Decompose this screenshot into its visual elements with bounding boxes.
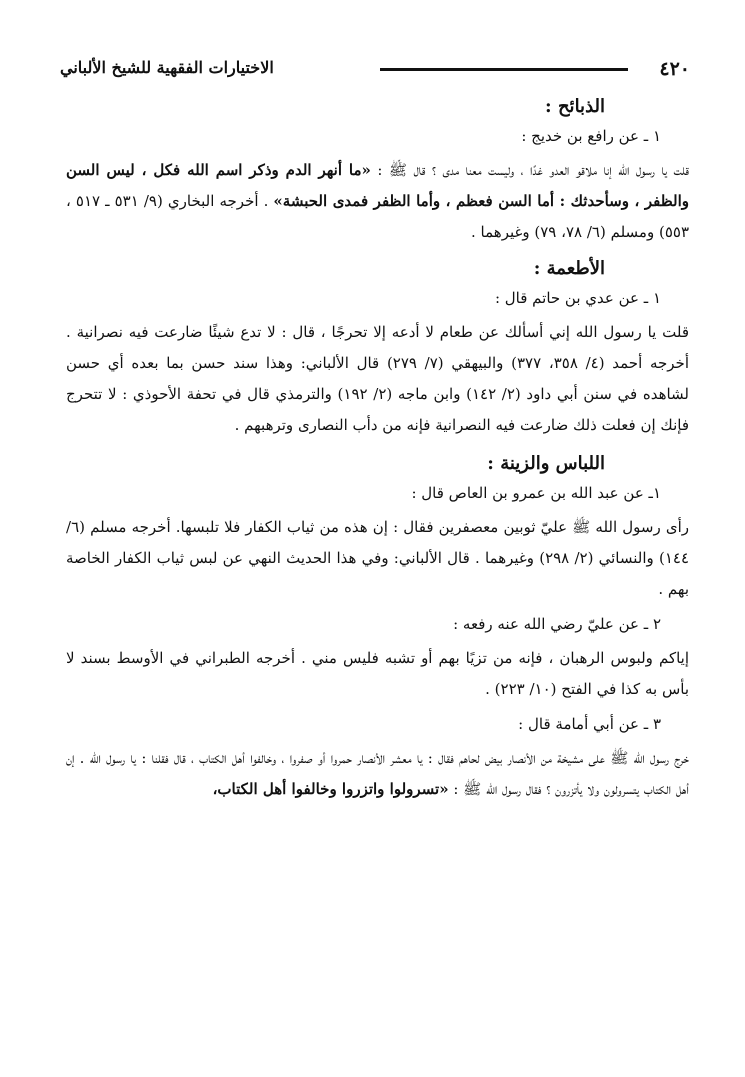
item-heading: ١ـ عن عبد الله بن عمرو بن العاص قال : xyxy=(411,484,661,502)
hadith-paragraph: قلت يا رسول الله إني أسألك عن طعام لا أدعه إلا تحرجًا ، قال : لا تدع شيئًا ضارعت فيه نصرانية . أخرجه أحمد (٤/ ٣٥٨، ٣٧٧) والبيهقي (٧/ ٢٧٩) قال الألباني: وهذا سند حسن بما بعده أي حسن لشاهده في سنن أبي داود (٢/ ١٤٢) وابن ماجه (٢/ ١٩٢) والترمذي قال في تحفة الأحوذي : لا تتحرج فإنك إن فعلت ذلك ضارعت فيه النصرانية فإنه من دأب النصارى وترهبهم . xyxy=(66,323,689,434)
hadith-text: قلت يا رسول الله إنا ملاقو العدو غدًا ، وليست معنا مدى ؟ قال ﷺ : xyxy=(370,161,689,179)
book-title: الاختيارات الفقهية للشيخ الألباني xyxy=(60,58,274,77)
hadith-text: خرج رسول الله ﷺ على مشيخة من الأنصار بيض لحاهم فقال : يا معشر الأنصار حمروا أو صفروا ، وخالفوا أهل الكتاب ، قال فقلنا : يا رسول الله . إن أهل الكتاب يتسرولون ولا يأتزرون ؟ فقال رسول الله ﷺ : xyxy=(66,749,689,798)
item-heading: ٢ ـ عن عليّ رضي الله عنه رفعه : xyxy=(453,615,661,633)
page-header xyxy=(60,56,690,86)
hadith-source: . أخرجه البخاري (٩/ ٥٣١ ـ ٥١٧ ، ٥٥٣) ومسلم (٦/ ٧٨، ٧٩) وغيرهما . xyxy=(66,192,689,241)
page-content xyxy=(66,92,689,813)
hadith-paragraph xyxy=(66,743,689,805)
section-title-clothing: اللباس والزينة : xyxy=(487,453,605,474)
item-heading: ٣ ـ عن أبي أمامة قال : xyxy=(518,715,661,733)
hadith-paragraph: إياكم ولبوس الرهبان ، فإنه من تزيًا بهم أو تشبه فليس مني . أخرجه الطبراني في الأوسط بسند لا بأس به كذا في الفتح (١٠/ ٢٢٣) . xyxy=(66,649,689,698)
section-title-food: الأطعمة : xyxy=(533,258,605,279)
item-heading: ١ ـ عن رافع بن خديج : xyxy=(521,127,661,145)
header-rule xyxy=(380,68,628,71)
hadith-paragraph: رأى رسول الله ﷺ عليّ ثوبين معصفرين فقال : إن هذه من ثياب الكفار فلا تلبسها. أخرجه مسلم (٦/ ١٤٤) والنسائي (٢/ ٢٩٨) وغيرهما . قال الألباني: وفي هذا الحديث النهي عن لبس ثياب الكفار الخاصة بهم . xyxy=(66,518,689,598)
section-title-slaughter: الذبائح : xyxy=(545,96,605,117)
item-heading: ١ ـ عن عدي بن حاتم قال : xyxy=(494,289,661,307)
page-number: ٤٢٠ xyxy=(659,58,690,80)
hadith-quote: «ما أنهر الدم وذكر اسم الله فكل ، ليس السن والظفر ، وسأحدثك : أما السن فعظم ، وأما الظفر فمدى الحبشة» xyxy=(66,161,690,210)
hadith-quote: «تسرولوا واتزروا وخالفوا أهل الكتاب، xyxy=(212,780,449,798)
hadith-paragraph xyxy=(66,155,689,248)
